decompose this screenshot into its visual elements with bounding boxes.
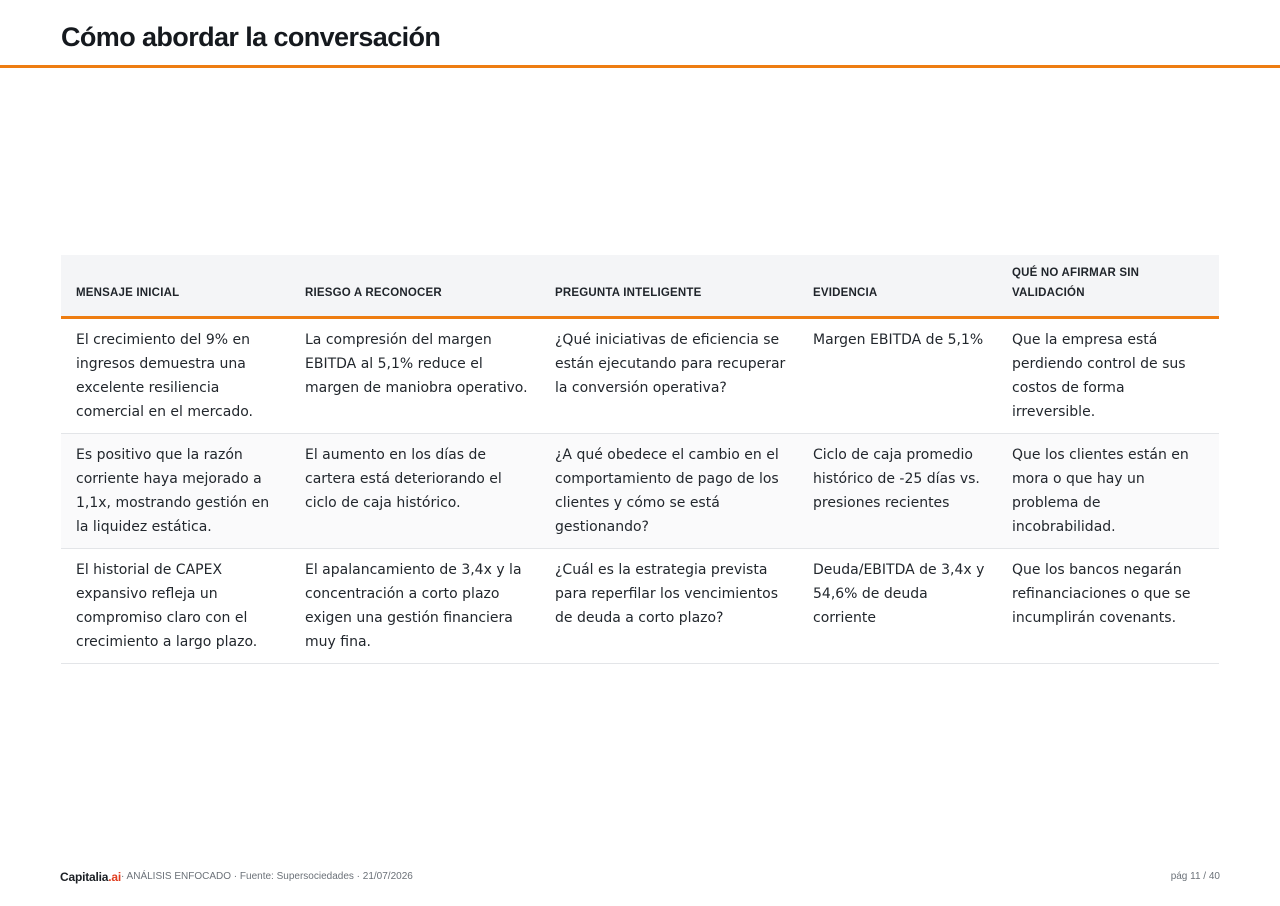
table-cell: Que los bancos negarán refinanciaciones o que se incumplirán covenants. xyxy=(997,549,1219,664)
table-header-row xyxy=(61,255,1219,318)
table-row xyxy=(61,549,1219,664)
footer-meta: · ANÁLISIS ENFOCADO · Fuente: Supersociedades · 21/07/2026 xyxy=(121,871,413,882)
page-header xyxy=(0,0,1280,68)
column-header-riesgo: RIESGO A RECONOCER xyxy=(290,255,540,318)
column-header-evidencia: EVIDENCIA xyxy=(798,255,997,318)
table-cell: Deuda/EBITDA de 3,4x y 54,6% de deuda corriente xyxy=(798,549,997,664)
brand-name: Capitalia xyxy=(60,870,109,884)
table-row xyxy=(61,434,1219,549)
page-title: Cómo abordar la conversación xyxy=(61,22,441,52)
table-cell: El aumento en los días de cartera está deteriorando el ciclo de caja histórico. xyxy=(290,434,540,549)
column-header-pregunta: PREGUNTA INTELIGENTE xyxy=(540,255,798,318)
table-row xyxy=(61,318,1219,434)
conversation-table xyxy=(61,255,1219,664)
table-cell: Ciclo de caja promedio histórico de -25 días vs. presiones recientes xyxy=(798,434,997,549)
table-cell: ¿Cuál es la estrategia prevista para reperfilar los vencimientos de deuda a corto plazo? xyxy=(540,549,798,664)
column-header-mensaje-inicial: MENSAJE INICIAL xyxy=(61,255,290,318)
table-cell: ¿A qué obedece el cambio en el comportamiento de pago de los clientes y cómo se está gestionando? xyxy=(540,434,798,549)
table-body xyxy=(61,318,1219,664)
table-cell: Margen EBITDA de 5,1% xyxy=(798,318,997,434)
brand-logo xyxy=(60,870,121,884)
table-cell: La compresión del margen EBITDA al 5,1% reduce el margen de maniobra operativo. xyxy=(290,318,540,434)
table-cell: Que la empresa está perdiendo control de sus costos de forma irreversible. xyxy=(997,318,1219,434)
table-cell: El apalancamiento de 3,4x y la concentración a corto plazo exigen una gestión financiera muy fina. xyxy=(290,549,540,664)
brand-suffix: .ai xyxy=(108,870,121,884)
table-cell: ¿Qué iniciativas de eficiencia se están ejecutando para recuperar la conversión operativa? xyxy=(540,318,798,434)
table-cell: El historial de CAPEX expansivo refleja un compromiso claro con el crecimiento a largo plazo. xyxy=(61,549,290,664)
page-footer xyxy=(60,870,1220,886)
table-header xyxy=(61,255,1219,318)
table-cell: Es positivo que la razón corriente haya mejorado a 1,1x, mostrando gestión en la liquidez estática. xyxy=(61,434,290,549)
conversation-table-container xyxy=(61,255,1219,664)
table-cell: Que los clientes están en mora o que hay un problema de incobrabilidad. xyxy=(997,434,1219,549)
page-number: pág 11 / 40 xyxy=(1170,871,1220,882)
column-header-no-afirmar: QUÉ NO AFIRMAR SIN VALIDACIÓN xyxy=(997,255,1219,318)
table-cell: El crecimiento del 9% en ingresos demuestra una excelente resiliencia comercial en el mercado. xyxy=(61,318,290,434)
